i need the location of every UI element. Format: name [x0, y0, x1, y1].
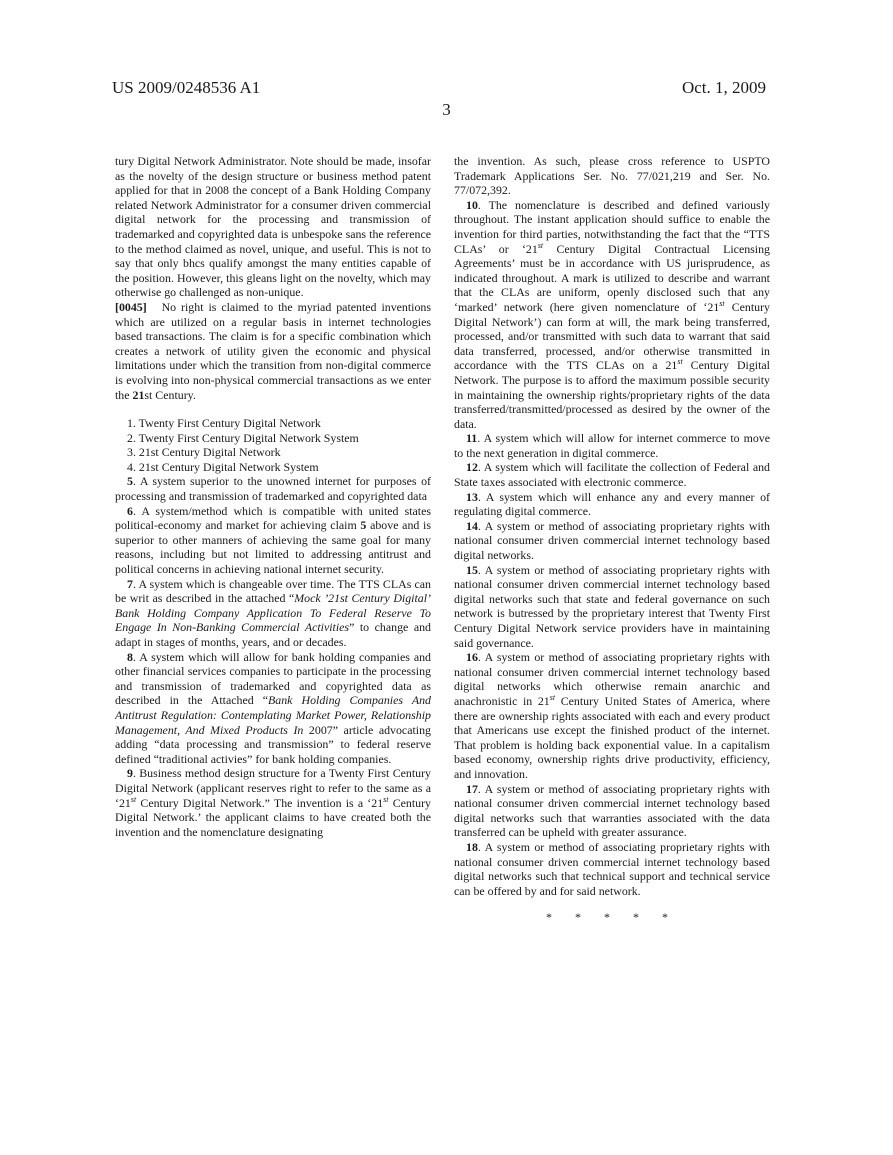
claim-2: 2. Twenty First Century Digital Network System — [127, 430, 359, 445]
left-column — [115, 154, 431, 839]
paragraph-0045: [0045] No right is claimed to the myriad patented inventions which are utilized on a regular basis in internet technologies based transactions. The claim is for a specific combination which creates a network of utility given the economic and physical limitations under which the transition from non-digital commerce is evolving into non-physical commercial transactions as we enter the 21st Century. — [115, 299, 431, 402]
claim-5: 5. A system superior to the unowned internet for purposes of processing and transmission of trademarked and copyrighted data — [115, 474, 431, 504]
claim-10: 10. The nomenclature is described and defined variously throughout. The instant application should suffice to enable the invention for third parties, notwithstanding the fact that the “TTS CLAs’ or ‘21st Century Digital Contractual Licensing Agreements’ must be in accordance with US jurisprudence, as indicated throughout. A mark is utilized to describe and warrant that the CLAs are uniform, openly disclosed such that any ‘marked’ network (here given nomenclature of ‘21st Century Digital Network’) can form at will, the mark being transferred, processed, and/or transmitted with such data to warrant that said data transferred, processed, and/or otherwise transmitted in accordance with the TTS CLAs on a 21st Century Digital Network. The purpose is to afford the maximum possible security in maintaining the ownership rights/proprietary rights of the data transferred/transmitted/processed as desired by the owner of the data. — [454, 197, 771, 431]
paragraph-continued: the invention. As such, please cross reference to USPTO Trademark Applications Ser. No. 77/021,219 and Ser. No. 77/072,392. — [454, 154, 770, 198]
claim-16: 16. A system or method of associating proprietary rights with national consumer driven commercial internet technology based digital networks which otherwise remain anarchic and anachronistic in 21st Century United States of America, where there are ownership rights associated with each and every product that Americans use except the finished product of the internet. That problem is holding back exponential value. In a capitalism based economy, ownership rights drive productivity, efficiency, and innovation. — [454, 650, 770, 781]
claim-8: 8. A system which will allow for bank holding companies and other financial services companies to participate in the processing and transmission of trademarked and copyrighted data as described in the Attached “Bank Holding Companies And Antitrust Regulation: Contemplating Market Power, Relationship Management, And Mixed Products In 2007” article advocating adding “data processing and transmission” to federal reserve defined “traditional activies” for bank holding companies. — [115, 649, 431, 766]
claim-4: 4. 21st Century Digital Network System — [127, 459, 319, 474]
claim-17: 17. A system or method of associating proprietary rights with national consumer driven commercial internet technology based digital networks such that warranties associated with the data transferred can be upheld with greater assurance. — [454, 781, 770, 840]
publication-date: Oct. 1, 2009 — [681, 78, 766, 97]
claim-7: 7. A system which is changeable over time. The TTS CLAs can be writ as described in the attached “Mock ’21st Century Digital’ Bank Holding Company Application To Federal Reserve To Engage In Non-Banking Commercial Activities” to change and adapt in stages of months, years, and or decades. — [115, 576, 431, 649]
publication-number: US 2009/0248536 A1 — [112, 78, 261, 97]
claim-3: 3. 21st Century Digital Network — [127, 445, 281, 460]
claim-18: 18. A system or method of associating proprietary rights with national consumer driven commercial internet technology based digital networks such that technical support and technical service can be offered by and for said network. — [454, 839, 770, 898]
paragraph-number: [0045] — [115, 299, 147, 314]
claim-9: 9. Business method design structure for a Twenty First Century Digital Network (applicant reserves right to refer to the same as a ‘21st Century Digital Network.” The invention is a ‘21st Century Digital Network.’ the applicant claims to have created both the invention and the nomenclature designating — [115, 766, 431, 839]
right-column — [454, 154, 770, 925]
claim-12: 12. A system which will facilitate the collection of Federal and State taxes associated with electronic commerce. — [454, 460, 770, 490]
claim-15: 15. A system or method of associating proprietary rights with national consumer driven commercial internet technology based digital networks such that state and federal governance on such network is butressed by the proprietary interest that Twenty First Century Digital Network service providers have in maintaining said governance. — [454, 562, 770, 650]
claim-14: 14. A system or method of associating proprietary rights with national consumer driven commercial internet technology based digital networks. — [454, 518, 770, 563]
claim-11: 11. A system which will allow for internet commerce to move to the next generation in digital commerce. — [454, 431, 770, 460]
claim-6: 6. A system/method which is compatible with united states political-economy and market for achieving claim 5 above and is superior to other manners of achieving the same goal for many reasons, including but not limited to addressing antitrust and political concerns in achieving national internet security. — [115, 503, 431, 577]
claim-13: 13. A system which will enhance any and every manner of regulating digital commerce. — [454, 489, 770, 519]
claim-1: 1. Twenty First Century Digital Network — [127, 416, 321, 431]
page-number: 3 — [442, 100, 451, 119]
end-of-document-marks: * * * * * — [546, 910, 678, 925]
paragraph-continued: tury Digital Network Administrator. Note should be made, insofar as the novelty of the design structure or business method patent applied for that in 2008 the concept of a Bank Holding Company related Network Administrator for a consumer driven commercial digital network for the processing and transmission of trademarked and copyrighted data is unbespoke sans the reference to the method claimed as novel, unique, and useful. This is not to say that only bhcs qualify amongst the many entities capable of the position. However, this gleans light on the novelty, which may otherwise go challenged as non-unique. — [115, 154, 431, 300]
